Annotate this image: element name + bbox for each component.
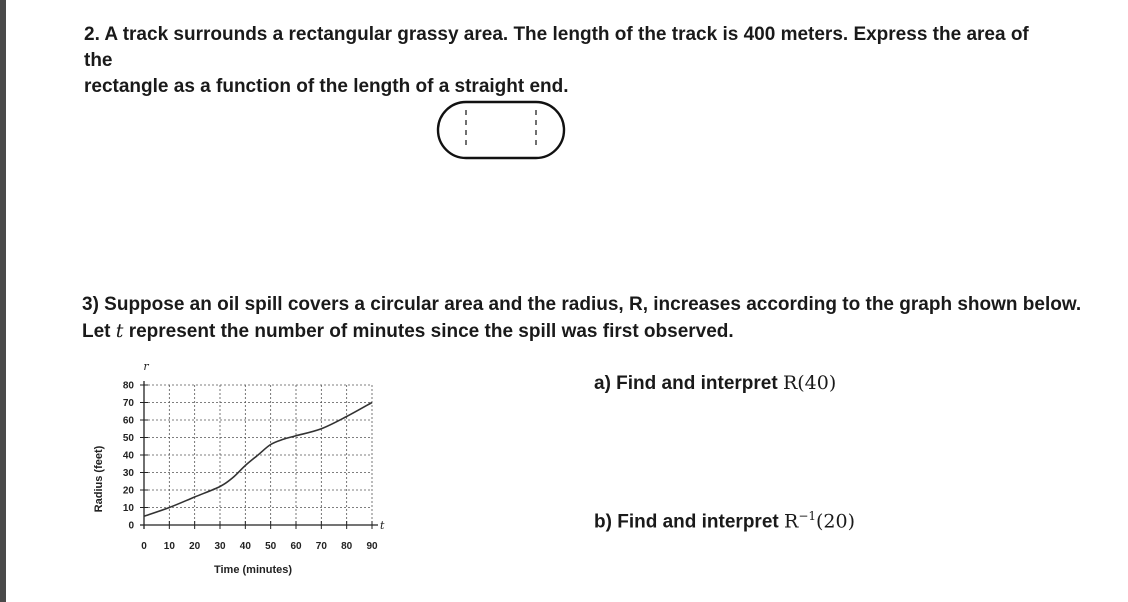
radius-time-chart xyxy=(80,355,400,587)
part-b-math: R xyxy=(784,510,799,533)
chart-series xyxy=(144,403,372,517)
x-tick-label: 80 xyxy=(341,541,353,552)
y-tick-label: 0 xyxy=(128,520,134,532)
problem-3-line-2-post: represent the number of minutes since the spill was first observed. xyxy=(123,321,734,342)
x-tick-label: 0 xyxy=(141,541,147,552)
part-a xyxy=(594,372,836,395)
x-tick-label: 70 xyxy=(315,541,327,552)
part-a-text: a) Find and interpret xyxy=(594,373,783,394)
x-tick-label: 30 xyxy=(214,541,226,552)
x-axis-variable: t xyxy=(380,519,385,532)
y-axis-label: Radius (feet) xyxy=(93,445,105,513)
x-tick-label: 60 xyxy=(290,541,302,552)
problem-2-line-2: rectangle as a function of the length of a straight end. xyxy=(84,76,569,97)
x-tick-label: 90 xyxy=(366,541,378,552)
problem-3-line-2 xyxy=(82,318,1082,345)
x-tick-label: 10 xyxy=(163,541,175,552)
part-b-sup: −1 xyxy=(798,509,817,523)
y-axis-variable: r xyxy=(143,360,149,373)
problem-2-line-1: 2. A track surrounds a rectangular grassy area. The length of the track is 400 meters. Express the area of the xyxy=(84,24,1029,71)
part-b xyxy=(594,509,855,533)
y-tick-label: 70 xyxy=(122,398,134,409)
problem-3-line-1: 3) Suppose an oil spill covers a circular area and the radius, R, increases according to the graph shown below. xyxy=(82,294,1082,315)
y-tick-label: 20 xyxy=(122,485,134,497)
track-outline xyxy=(438,102,564,158)
problem-2-text xyxy=(84,22,1044,100)
series-line-radius xyxy=(144,403,372,517)
x-axis-label: Time (minutes) xyxy=(213,564,293,576)
y-tick-label: 10 xyxy=(122,503,134,514)
chart-tick-labels xyxy=(123,381,378,553)
page-left-edge xyxy=(0,0,6,602)
y-tick-label: 40 xyxy=(122,450,134,462)
y-tick-label: 80 xyxy=(122,380,134,392)
x-tick-label: 20 xyxy=(189,541,201,552)
y-tick-label: 30 xyxy=(122,468,134,479)
x-tick-label: 50 xyxy=(265,541,277,552)
y-tick-label: 60 xyxy=(122,415,134,427)
variable-t: t xyxy=(115,320,124,342)
problem-3-text xyxy=(82,292,1082,345)
part-b-text: b) Find and interpret xyxy=(594,511,784,533)
track-diagram xyxy=(430,98,570,162)
part-a-math: R(40) xyxy=(782,372,837,394)
x-tick-label: 40 xyxy=(239,541,251,552)
y-tick-label: 50 xyxy=(122,433,134,444)
problem-3-line-2-pre: Let xyxy=(82,321,116,342)
part-b-arg: (20) xyxy=(816,510,856,533)
